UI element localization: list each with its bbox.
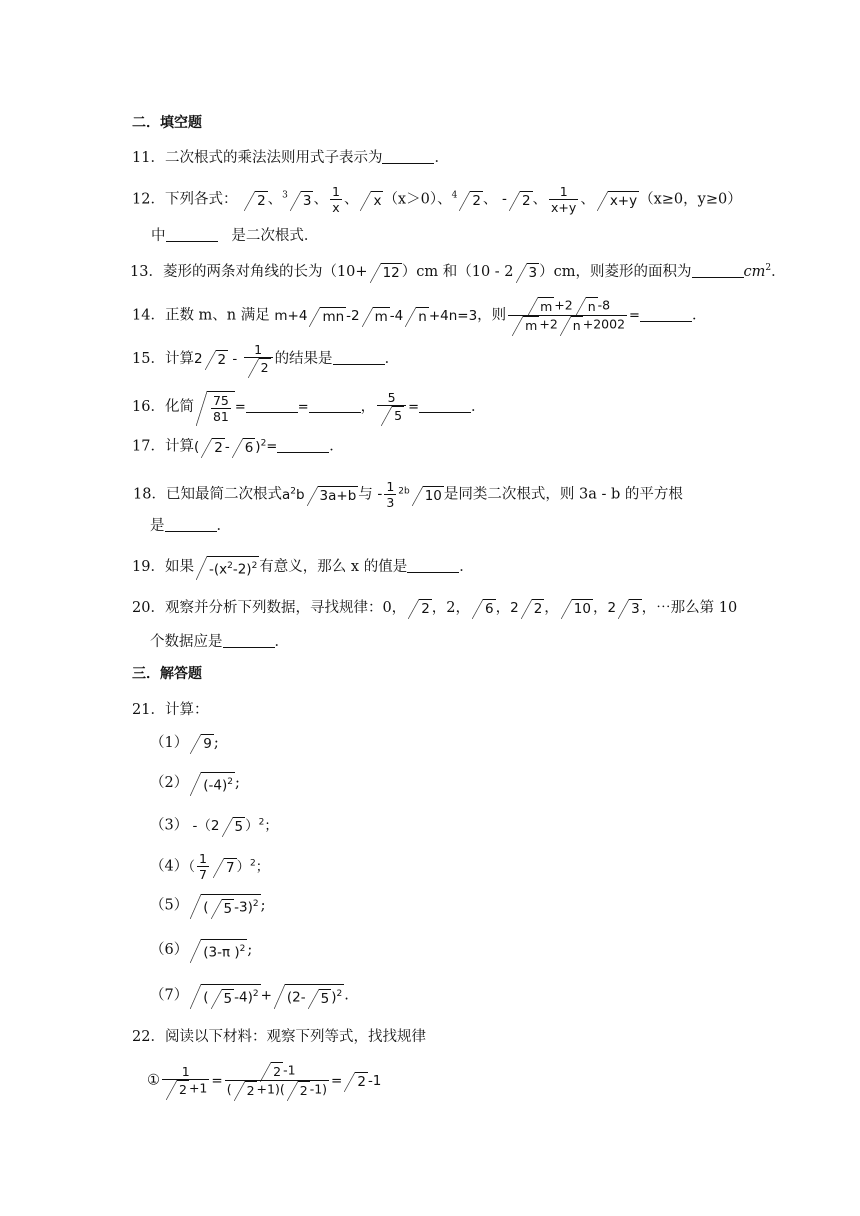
q15-expression: 2 2 - $\frac{1}{2}$ (194, 351, 275, 367)
sqrt-12: 12 (370, 263, 402, 281)
two-sqrt-2: 2 2 (510, 600, 543, 617)
q18-line2-prefix: 是 (150, 518, 165, 534)
answer-blank (309, 398, 361, 413)
item-label: （6） (150, 941, 189, 958)
fraction-1-over-x: $\frac{1}{x}$ (331, 184, 340, 215)
answer-blank (692, 263, 744, 278)
q13-unit-exponent: 2 (765, 263, 772, 273)
q18-number: 18． (133, 486, 166, 503)
q21-item-2: （2） $(-4)^2$ ; (150, 772, 240, 794)
q15-end: ． (384, 351, 400, 367)
q21-item-1: （1） 9 ; (150, 735, 219, 752)
q22-text: 阅读以下材料：观察下列等式，找找规律 (164, 1029, 426, 1045)
q19-end: ． (459, 558, 474, 575)
answer-blank (382, 149, 434, 164)
q18-text-3: 是同类二次根式，则 3a - b 的平方根 (443, 486, 683, 503)
q14-text-2: ，则 (477, 307, 507, 324)
question-17: 17．计算( 2 - 6 )$^2$= ． (132, 438, 344, 456)
answer-blank (640, 307, 692, 322)
answer-blank (166, 227, 218, 242)
q18-expression-1: $a^2b$ 3a+b (281, 486, 357, 504)
section-heading-solve: 三．解答题 (132, 666, 202, 682)
q16-number: 16． (132, 399, 165, 415)
question-15 (132, 342, 399, 376)
q19-text-2: 有意义，那么 x 的值是 (259, 558, 408, 575)
q15-text-1: 计算 (164, 351, 194, 367)
sqrt-2: 2 (408, 599, 432, 617)
sqrt-10: 10 (561, 599, 593, 617)
question-14: 14．正数 m、n 满足 m+4 mn -2 m -4 n +4n=3，则 $\frac{m +2 n -8}{m +2 n +2002}$ = ． (132, 297, 707, 333)
question-11 (132, 148, 449, 168)
question-19 (132, 556, 474, 578)
sqrt-9: 9 (190, 734, 214, 752)
q13-unit: cm (743, 263, 766, 280)
q20-text-1: 观察并分析下列数据，寻找规律：0， (164, 600, 407, 616)
q16-end: ． (471, 399, 486, 415)
answer-blank (246, 398, 298, 413)
q17-expression: ( 2 - 6 )$^2$ (193, 438, 267, 456)
two-sqrt-3: 2 3 (607, 600, 640, 617)
answer-blank (277, 438, 329, 453)
q21-item-6: （6） (3-π )$^2$ ; (150, 939, 252, 961)
q19-sqrt-expression: $-(x^2-2)^2$ (196, 556, 259, 578)
q19-text-1: 如果 (164, 558, 194, 575)
sqrt-x: x (360, 191, 383, 209)
q22-example-1 (147, 1062, 381, 1099)
q21-item-3-expression: -（2 5 ）$^2$； (188, 817, 278, 835)
item-label: （4） (150, 858, 189, 875)
q12-condition-1: （x＞0）、 (383, 191, 452, 208)
q13-text-2: ）cm 和（10 - 2 (401, 263, 514, 280)
answer-blank (223, 633, 275, 648)
q13-end: ． (771, 263, 786, 280)
q12-number: 12． (132, 191, 165, 208)
q18-text-2: 与 - (358, 486, 383, 503)
q21-item-7: （7） ( 5 -4)$^2$ + (2- 5 )$^2$ . (150, 984, 349, 1007)
q21-text: 计算： (164, 702, 209, 718)
q18-text-1: 已知最简二次根式 (165, 486, 282, 503)
q13-number: 13． (130, 263, 163, 280)
sqrt-expression: 2 (244, 191, 268, 209)
q21-item-5-expression: ( 5 -3)$^2$ (190, 894, 260, 917)
sqrt-3: 3 (516, 263, 540, 281)
item-label: （1） (150, 735, 189, 751)
answer-blank (333, 350, 385, 365)
answer-blank (165, 517, 217, 532)
q15-number: 15． (132, 351, 165, 367)
cube-root-expression: 3 (290, 191, 314, 209)
q21-item-3 (150, 812, 278, 836)
q20-tail: ，⋯那么第 10 (641, 600, 738, 616)
question-13 (130, 258, 786, 282)
question-21 (132, 700, 208, 720)
fraction-1-over-x-plus-y: $\frac{1}{x+y}$ (551, 184, 577, 215)
q13-text-3: ）cm，则菱形的面积为 (539, 263, 692, 280)
sqrt-neg4-squared: $(-4)^2$ (190, 772, 235, 794)
q12-line2-prefix: 中 (151, 228, 166, 244)
q16-text-1: 化简 (164, 399, 194, 415)
neg-sqrt-2: 2 (509, 191, 533, 209)
q21-item-7-expression-b: (2- 5 )$^2$ (274, 984, 344, 1007)
question-20: 20．观察并分析下列数据，寻找规律：0， 2 ，2， 6 ，2 2 ， 10 ，2 3 ，⋯那么第 10 (132, 600, 738, 617)
q20-end: ． (274, 634, 289, 650)
section-heading-fill-in: 二．填空题 (132, 115, 202, 131)
question-18 (133, 479, 683, 510)
item-label: （5） (150, 897, 189, 914)
q17-end: ． (329, 438, 344, 455)
answer-blank (407, 558, 459, 573)
q21-item-6-expression: (3-π )$^2$ (190, 939, 247, 961)
answer-blank (419, 398, 471, 413)
question-20-line2 (150, 632, 289, 652)
q12-text: 下列各式： (164, 191, 238, 208)
q20-seq-text: ，2， (431, 600, 471, 616)
q20-number: 20． (132, 600, 165, 616)
q21-item-4-expression: （ $\frac{1}{7}$ 7 ）$^2$； (188, 851, 270, 882)
q11-end: ． (434, 150, 449, 166)
q12-condition-2: （x≥0，y≥0） (639, 191, 742, 208)
q11-text: 二次根式的乘法法则用式子表示为 (164, 150, 383, 166)
q14-fraction: $\frac{m +2 n -8}{m +2 n +2002}$ (508, 297, 627, 334)
q18-expression-2: $\frac{1}{3}$ $^{2b}$ 10 (386, 479, 442, 510)
question-22 (132, 1027, 426, 1047)
q13-text-1: 菱形的两条对角线的长为（10+ (162, 263, 368, 280)
q20-line2-prefix: 个数据应是 (150, 634, 223, 650)
circled-one: ① (147, 1072, 160, 1089)
q21-item-4 (150, 851, 269, 882)
sqrt-x-plus-y: x+y (597, 191, 639, 209)
sqrt-75-over-81: $\frac{75}{81}$ (196, 391, 235, 424)
q18-end: ． (216, 518, 231, 534)
sqrt-6: 6 (472, 599, 496, 617)
item-label: （2） (150, 774, 189, 791)
q21-item-5: （5） ( 5 -3)$^2$ ; (150, 894, 265, 917)
q22-equation: $\frac{1}{2 +1}$ = $\frac{2 -1}{( 2 +1)( 2 -1)}$ = 2 -1 (160, 1073, 381, 1089)
q12-line2-suffix: 是二次根式． (231, 228, 319, 244)
q17-number: 17． (132, 438, 165, 455)
question-18-line2 (150, 516, 231, 536)
q22-number: 22． (132, 1029, 165, 1045)
item-label: （3） (150, 817, 189, 834)
question-12: 12．下列各式： 2 、$^3$ 3 、 $\frac{1}{x}$ 、 x （x＞0）、$^4$ 2 、 - 2 、 $\frac{1}{x+y}$ 、 x+y （x≥0，y≥0） (132, 184, 742, 215)
q14-number: 14． (132, 307, 165, 324)
q21-number: 21． (132, 702, 165, 718)
q11-number: 11． (132, 150, 165, 166)
q21-item-7-expression-a: ( 5 -4)$^2$ (190, 984, 260, 1007)
question-16: 16．化简 $\frac{75}{81}$ = = ， $\frac{5}{5}$ = ． (132, 390, 486, 424)
fourth-root-expression: 2 (459, 191, 483, 209)
item-label: （7） (150, 987, 189, 1004)
q14-end: ． (691, 307, 707, 324)
fraction-5-over-sqrt5: $\frac{5}{5}$ (377, 390, 406, 424)
q15-text-2: 的结果是 (274, 351, 333, 367)
q14-equation: m+4 mn -2 m -4 n +4n=3 (274, 307, 478, 325)
q14-text-1: 正数 m、n 满足 (164, 307, 270, 324)
q17-text-1: 计算 (164, 438, 194, 455)
question-12-line2 (151, 226, 318, 246)
q19-number: 19． (132, 558, 165, 575)
